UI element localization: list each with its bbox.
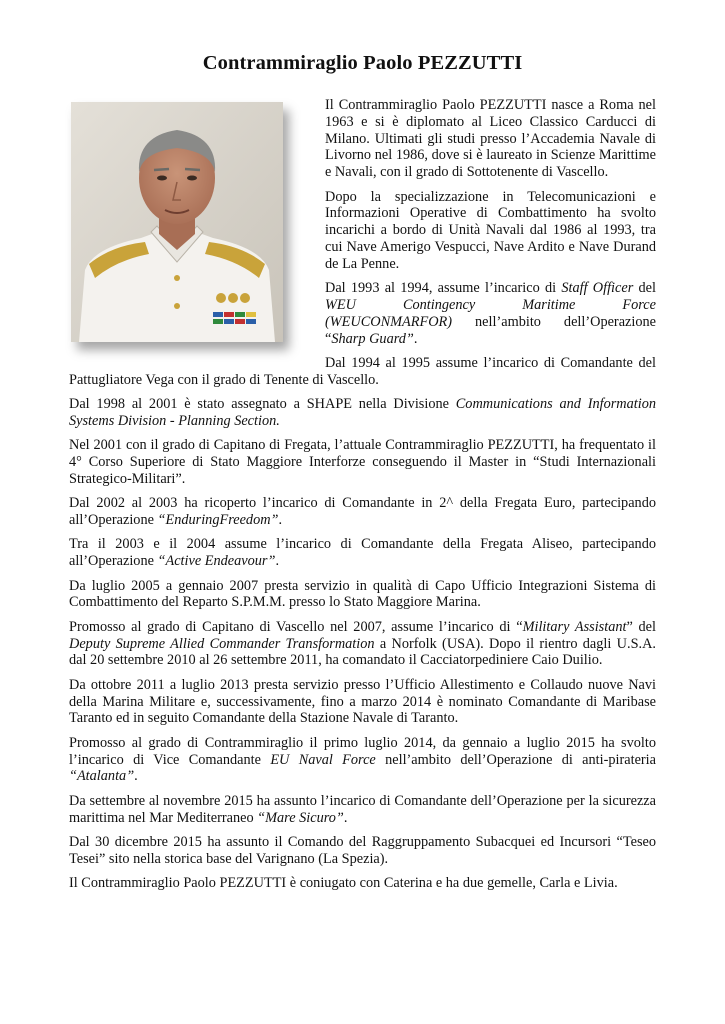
paragraph-10 — [69, 619, 656, 669]
text-run: . — [275, 553, 280, 570]
paragraph-9 — [69, 578, 656, 612]
italic-text: Sharp Guard” — [331, 330, 414, 347]
italic-text: Communications and Information Systems Division - Planning Section. — [69, 396, 656, 429]
italic-text: “Atalanta” — [69, 768, 135, 785]
text-run: Dal 1998 al 2001 è stato assegnato a SHAPE nella Divisione — [69, 396, 456, 413]
text-run: ” del — [626, 618, 657, 635]
text-run: nell’ambito dell’Operazione “ — [325, 313, 656, 347]
paragraph-5 — [69, 396, 656, 430]
paragraph-6 — [69, 437, 656, 487]
portrait-photo — [71, 102, 283, 342]
text-run: Dal 2002 al 2003 ha ricoperto l’incarico di Comandante in 2^ della Fregata Euro, partecipando all’Operazione — [69, 495, 656, 529]
italic-text: EU Naval Force — [270, 751, 376, 768]
text-run: Nel 2001 con il grado di Capitano di Fregata, l’attuale Contrammiraglio PEZZUTTI, ha frequentato il 4° Corso Superiore di Stato Maggiore Interforze conseguendo il Master in “Studi Internazionali Strategico-Militari”. — [69, 437, 656, 487]
text-run: . — [413, 330, 418, 347]
text-run: Dal 1993 al 1994, assume l’incarico di — [325, 280, 562, 297]
text-run: . — [343, 809, 348, 826]
paragraph-15 — [69, 875, 656, 892]
italic-text: “Mare Sicuro” — [257, 809, 344, 826]
italic-text: WEU Contingency Maritime Force (WEUCONMARFOR) — [325, 296, 656, 330]
italic-text: “Active Endeavour” — [157, 553, 276, 570]
text-run: . — [134, 768, 138, 785]
portrait-frame — [69, 97, 309, 359]
text-run: Il Contrammiraglio Paolo PEZZUTTI nasce a Roma nel 1963 e si è diplomato al Liceo Classico Carducci di Milano. Ultimati gli studi presso l’Accademia Navale di Livorno nel 1986, dove si è laureato in Scienze Marittime e Navali, con il grado di Sottotenente di Vascello. — [325, 97, 656, 181]
text-run: a Norfolk (USA). Dopo il rientro dagli U.S.A. dal 20 settembre 2010 al 26 settembre 2011, ha comandato il Cacciatorpediniere Caio Duilio. — [69, 635, 656, 669]
text-run: del — [633, 280, 656, 297]
text-run: Da settembre al novembre 2015 ha assunto l’incarico di Comandante dell’Operazione per la sicurezza marittima nel Mar Mediterraneo — [69, 792, 656, 826]
text-run: Il Contrammiraglio Paolo PEZZUTTI è coniugato con Caterina e ha due gemelle, Carla e Livia. — [69, 875, 618, 892]
text-run: nell’ambito dell’Operazione di anti-pirateria — [375, 751, 657, 768]
text-run: Dopo la specializzazione in Telecomunicazioni e Informazioni Operative di Combattimento ha svolto incarichi a bordo di Unità Navali dal 1986 al 1993, tra cui Nave Amerigo Vespucci, Nave Ardito e Nave Durand de La Penne. — [325, 188, 656, 272]
italic-text: Staff Officer — [561, 280, 634, 297]
italic-text: Military Assistant — [522, 618, 627, 635]
page-title: Contrammiraglio Paolo PEZZUTTI — [202, 52, 523, 74]
biography-text — [69, 97, 656, 900]
paragraph-13 — [69, 793, 656, 827]
italic-text: “EnduringFreedom” — [157, 512, 279, 529]
paragraph-14 — [69, 834, 656, 868]
text-run: Dal 30 dicembre 2015 ha assunto il Comando del Raggruppamento Subacquei ed Incursori “Teseo Tesei” sito nella storica base del Varignano (La Spezia). — [69, 834, 656, 867]
paragraph-4 — [69, 355, 656, 389]
text-run: Da ottobre 2011 a luglio 2013 presta servizio presso l’Ufficio Allestimento e Collaudo nuove Navi della Marina Militare e, successivamente, fino a marzo 2014 è nominato Comandante di Maribase Taranto ed in seguito Comandante della Stazione Navale di Taranto. — [69, 676, 656, 727]
paragraph-12 — [69, 735, 656, 785]
text-run: Tra il 2003 e il 2004 assume l’incarico di Comandante della Fregata Aliseo, partecipando all’Operazione — [69, 536, 656, 570]
paragraph-7 — [69, 495, 656, 529]
text-run: Promosso al grado di Capitano di Vascello nel 2007, assume l’incarico di “ — [69, 618, 523, 635]
paragraph-8 — [69, 536, 656, 570]
text-run: Promosso al grado di Contrammiraglio il primo luglio 2014, da gennaio a luglio 2015 ha svolto l’incarico di Vice Comandante — [69, 734, 656, 768]
text-run: Dal 1994 al 1995 assume l’incarico di Comandante del Pattugliatore Vega con il grado di Tenente di Vascello. — [69, 354, 656, 388]
paragraph-11 — [69, 677, 656, 727]
italic-text: Deputy Supreme Allied Commander Transformation — [69, 635, 375, 652]
text-run: Da luglio 2005 a gennaio 2007 presta servizio in qualità di Capo Ufficio Integrazioni Sistema di Combattimento del Reparto S.P.M.M. presso lo Stato Maggiore Marina. — [69, 577, 656, 611]
text-run: . — [278, 512, 283, 529]
